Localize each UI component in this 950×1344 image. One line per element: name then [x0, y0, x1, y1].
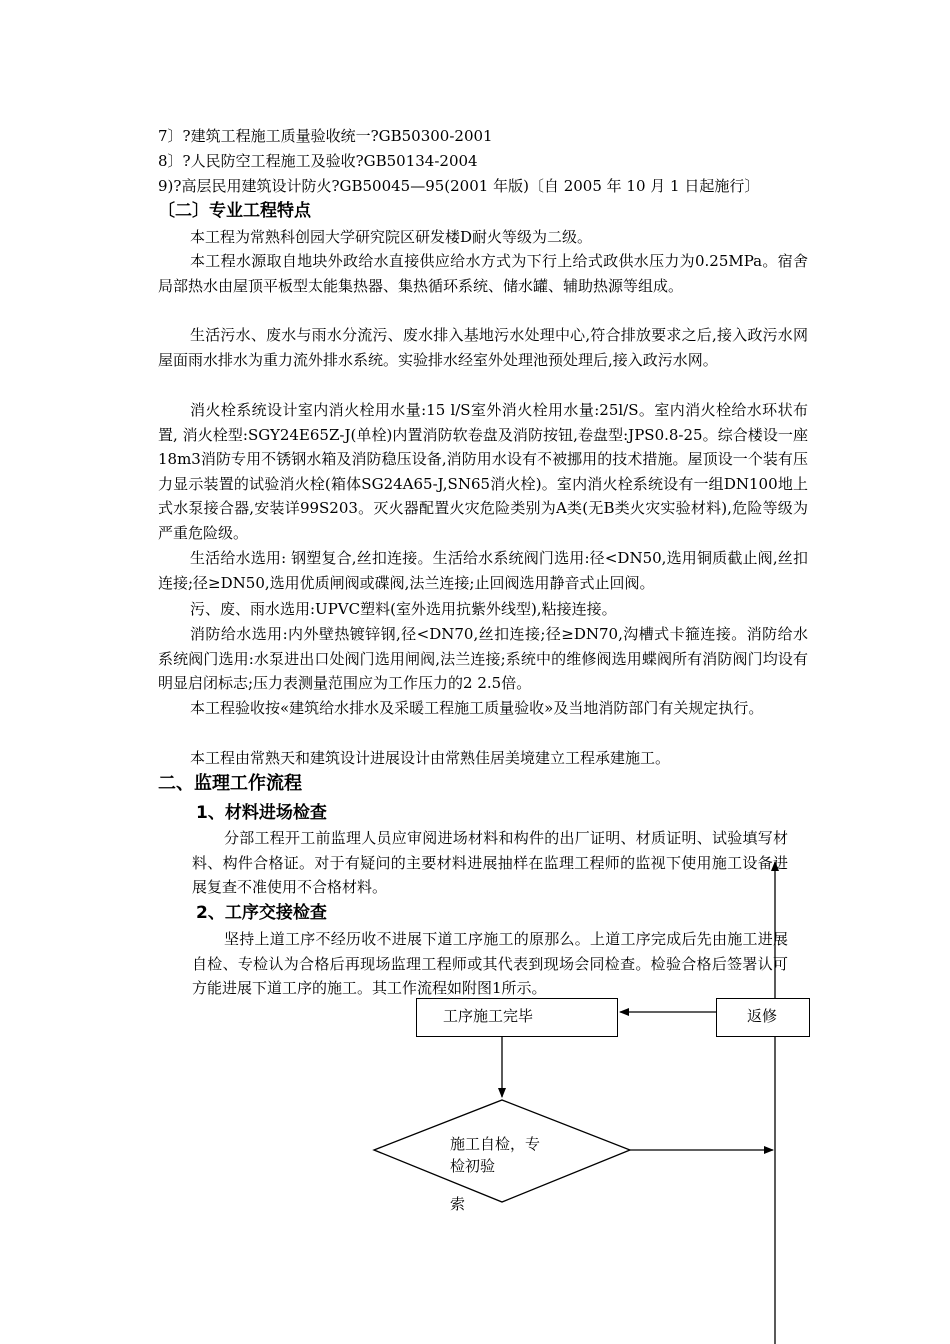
section-heading-features: 〔二〕专业工程特点 [158, 201, 311, 221]
paragraph-process-handover: 坚持上道工序不经历收不进展下道工序施工的原那么。上道工序完成后先由施工进展自检、专检认为合格后再现场监理工程师或其代表到现场会同检查。检验合格后签署认可方能进展下道工序的施工。其工作流程如附图1所示。 [192, 930, 788, 997]
diamond-label-line2: 检初验 [450, 1157, 496, 1175]
label-below-diamond: 索 [450, 1195, 466, 1213]
paragraph-acceptance: 本工程验收按«建筑给水排水及采暖工程施工质量验收»及当地消防部门有关规定执行。 [190, 699, 764, 717]
paragraph-domestic-water: 生活给水选用: 钢塑复合,丝扣连接。生活给水系统阀门选用:径<DN50,选用铜质截止阀,丝扣连接;径≥DN50,选用优质闸阀或碟阀,法兰连接;止回阀选用静音式止回阀。 [158, 549, 808, 592]
section-heading-flow: 二、监理工作流程 [158, 773, 302, 794]
box-process-done-label: 工序施工完毕 [443, 1007, 534, 1025]
paragraph-water-source: 本工程水源取自地块外政给水直接供应给水方式为下行上给式政供水压力为0.25MPa。宿舍局部热水由屋顶平板型太能集热器、集热循环系统、储水罐、辅助热源等组成。 [158, 252, 808, 295]
paragraph-fire-water: 消防给水选用:内外壁热镀锌钢,径<DN70,丝扣连接;径≥DN70,沟槽式卡箍连接。消防给水系统阀门选用:水泵进出口处阀门选用闸阀,法兰连接;系统中的维修阀选用蝶阀所有消防阀门均设有明显启闭标志;压力表测量范围应为工作压力的2 2.5倍。 [158, 625, 808, 692]
paragraph-hydrant-system: 消火栓系统设计室内消火栓用水量:15 l/S室外消火栓用水量:25l/S。室内消火栓给水环状布置, 消火栓型:SGY24E65Z-J(单栓)内置消防软卷盘及消防按钮,卷盘型:JPS0.8-25。综合楼设一座18m3消防专用不锈钢水箱及消防稳压设备,消防用水设有不被挪用的技术措施。屋顶设一个装有压力显示装置的试验消火栓(箱体SG24A65-J,SN65消火栓)。室内消火栓系统设有一组DN100地上式水泵接合器,安装详99S203。灭火器配置火灾危险类别为A类(无B类火灾实验材料),危险等级为严重危险级。 [158, 401, 808, 542]
reference-9: 9)?高层民用建筑设计防火?GB50045—95(2001 年版)〔自 2005 年 10 月 1 日起施行〕 [158, 177, 760, 195]
subheading-process-handover: 2、工序交接检查 [196, 903, 327, 923]
subheading-material-inspection: 1、材料进场检查 [196, 803, 327, 823]
diamond-label-line1: 施工自检，专 [450, 1135, 541, 1153]
box-rework [716, 998, 810, 1037]
reference-8: 8〕?人民防空工程施工及验收?GB50134-2004 [158, 152, 478, 170]
paragraph-material-inspection: 分部工程开工前监理人员应审阅进场材料和构件的出厂证明、材质证明、试验填写材料、构件合格证。对于有疑问的主要材料进展抽样在监理工程师的监视下使用施工设备进展复查不准使用不合格材料。 [192, 829, 788, 896]
box-process-done [416, 998, 618, 1037]
box-rework-label: 返修 [747, 1007, 778, 1025]
paragraph-contractor: 本工程由常熟天和建筑设计进展设计由常熟佳居美境建立工程承建施工。 [190, 749, 671, 767]
paragraph-sewage-pipe: 污、废、雨水选用:UPVC塑料(室外选用抗紫外线型),粘接连接。 [190, 600, 617, 618]
paragraph-fire-rating: 本工程为常熟科创园大学研究院区研发楼D耐火等级为二级。 [190, 228, 593, 246]
paragraph-drainage: 生活污水、废水与雨水分流污、废水排入基地污水处理中心,符合排放要求之后,接入政污水网屋面雨水排水为重力流外排水系统。实验排水经室外处理池预处理后,接入政污水网。 [158, 326, 808, 369]
reference-7: 7〕?建筑工程施工质量验收统一?GB50300-2001 [158, 127, 493, 145]
